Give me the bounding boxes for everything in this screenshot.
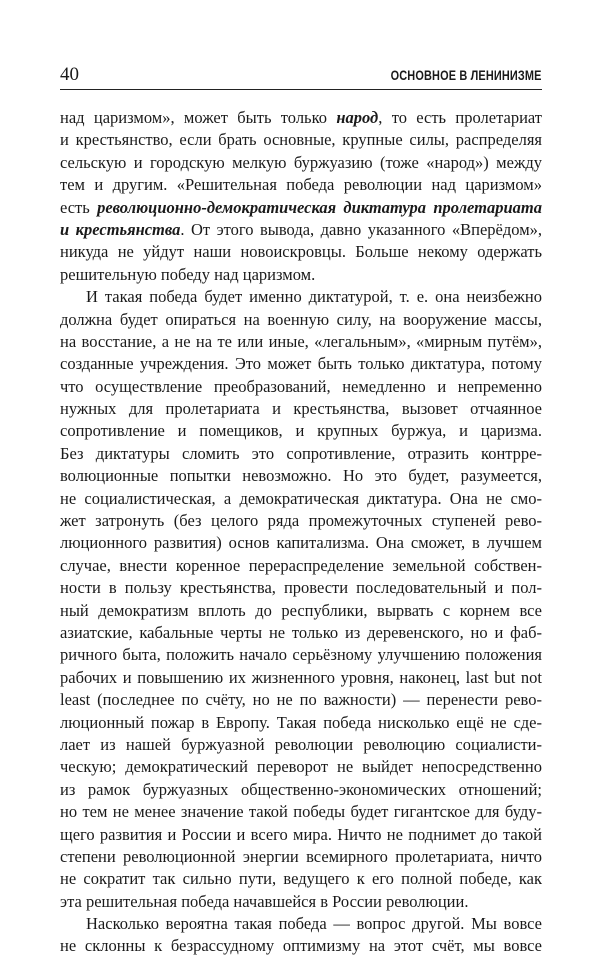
line-text: не склонны к безрассудному оптимизму на этот счёт, мы вовсе bbox=[60, 936, 542, 956]
line-text: созданные учреждения. Это может быть только диктатура, потому bbox=[60, 354, 542, 374]
text-line bbox=[60, 891, 542, 913]
line-text: но тем не менее значение такой победы будет гигантское для буду- bbox=[60, 802, 542, 822]
line-text: на восстание, а не на те или иные, «легальным», «мирным путём», bbox=[60, 331, 542, 351]
line-text-after: , то есть пролетариат bbox=[378, 108, 543, 127]
line-text: не социалистическая, а демократическая диктатура. Она не смо- bbox=[60, 488, 542, 508]
line-text: люционный пожар в Европу. Такая победа нисколько ещё не сде- bbox=[60, 712, 542, 732]
text-line bbox=[60, 577, 542, 599]
text-line bbox=[60, 935, 542, 957]
text-line bbox=[60, 868, 542, 890]
line-text: и крестьянство, если брать основные, крупные силы, распределяя bbox=[60, 130, 542, 150]
line-text: лает из нашей буржуазной революции революцию социалисти- bbox=[60, 734, 542, 754]
line-text-after: . От этого вывода, давно указанного «Вперёдом», bbox=[180, 219, 543, 239]
emphasized-text: революционно-демократическая диктатура пролетариата bbox=[97, 197, 542, 217]
text-line bbox=[60, 622, 542, 644]
text-line bbox=[60, 801, 542, 823]
line-text: что осуществление преобразований, немедленно и непременно bbox=[60, 376, 542, 396]
emphasized-text: и крестьянства bbox=[60, 219, 181, 239]
text-line bbox=[60, 309, 542, 331]
text-line bbox=[60, 667, 542, 689]
page-header bbox=[60, 64, 542, 86]
text-line bbox=[60, 264, 542, 286]
line-text: азиатские, кабальные черты не только из деревенского, но и фаб- bbox=[60, 622, 542, 642]
text-line bbox=[60, 734, 542, 756]
text-line bbox=[60, 107, 542, 129]
line-text: не сократит так сильно пути, ведущего к его полной победе, как bbox=[60, 869, 542, 889]
text-line bbox=[60, 532, 542, 554]
line-text: есть bbox=[60, 197, 98, 217]
line-text: тем и другим. «Решительная победа революции над царизмом» bbox=[60, 175, 542, 195]
text-line bbox=[60, 241, 542, 263]
line-text: ческую; демократический переворот не выйдет непосредственно bbox=[60, 757, 542, 777]
running-title: ОСНОВНОЕ В ЛЕНИНИЗМЕ bbox=[390, 67, 542, 83]
text-line bbox=[60, 465, 542, 487]
line-text: Без диктатуры сломить это сопротивление, отразить контрре- bbox=[60, 443, 542, 463]
text-line bbox=[60, 712, 542, 734]
line-text: над царизмом», может быть только bbox=[60, 108, 337, 127]
text-line bbox=[60, 129, 542, 151]
line-text: жет затронуть (без целого ряда промежуточных ступеней рево- bbox=[60, 511, 542, 531]
line-text: щего развития и России и всего мира. Ничто не поднимет до такой bbox=[60, 824, 542, 844]
line-text: эта решительная победа начавшейся в России революции. bbox=[60, 891, 469, 911]
line-text: least (последнее по счёту, но не по важности) — перенести рево- bbox=[60, 690, 542, 710]
text-line bbox=[60, 824, 542, 846]
text-line bbox=[60, 286, 542, 308]
text-line bbox=[60, 197, 542, 219]
text-line bbox=[60, 689, 542, 711]
line-text: должна будет опираться на военную силу, на вооружение массы, bbox=[60, 309, 542, 329]
text-line bbox=[60, 779, 542, 801]
line-text: ный демократизм вплоть до республики, вырвать с корнем все bbox=[60, 600, 542, 620]
line-text: сельскую и городскую мелкую буржуазию (тоже «народ») между bbox=[60, 152, 542, 172]
line-text: Насколько вероятна такая победа — вопрос другой. Мы вовсе bbox=[86, 914, 542, 934]
text-line bbox=[60, 510, 542, 532]
text-line bbox=[60, 913, 542, 935]
line-text: никуда не уйдут наши новоискровцы. Больше некому одержать bbox=[60, 242, 542, 262]
text-line bbox=[60, 376, 542, 398]
text-line bbox=[60, 398, 542, 420]
text-line bbox=[60, 443, 542, 465]
page-number: 40 bbox=[60, 64, 79, 85]
line-text: решительную победу над царизмом. bbox=[60, 264, 316, 284]
text-line bbox=[60, 644, 542, 666]
text-line bbox=[60, 152, 542, 174]
line-text: ричного быта, положить начало серьёзному улучшению положения bbox=[60, 645, 542, 665]
line-text: люционного развития) основ капитализма. Она сможет, в лучшем bbox=[60, 533, 542, 553]
line-text: степени революционной энергии всемирного пролетариата, ничто bbox=[60, 846, 542, 866]
text-line bbox=[60, 846, 542, 868]
line-text: волюционные попытки невозможно. Но это будет, разумеется, bbox=[60, 466, 542, 486]
text-line bbox=[60, 555, 542, 577]
line-text: сопротивление и помещиков, и крупных буржуа, и царизма. bbox=[60, 421, 542, 441]
text-line bbox=[60, 331, 542, 353]
line-text: нужных для пролетариата и крестьянства, вызовет отчаянное bbox=[60, 399, 542, 419]
line-text: рабочих и повышению их жизненного уровня, наконец, last but not bbox=[60, 667, 542, 687]
text-line bbox=[60, 600, 542, 622]
text-line bbox=[60, 174, 542, 196]
text-line bbox=[60, 420, 542, 442]
text-line bbox=[60, 756, 542, 778]
emphasized-text: народ bbox=[336, 108, 379, 127]
text-line bbox=[60, 219, 542, 241]
text-line bbox=[60, 353, 542, 375]
line-text: случае, внести коренное перераспределение земельной собствен- bbox=[60, 555, 542, 575]
line-text: ности в пользу крестьянства, провести последовательный и пол- bbox=[60, 578, 542, 598]
text-line bbox=[60, 488, 542, 510]
body-text bbox=[60, 107, 542, 958]
line-text: из рамок буржуазных общественно-экономических отношений; bbox=[60, 779, 542, 799]
header-rule bbox=[60, 89, 542, 90]
line-text: И такая победа будет именно диктатурой, т. е. она неизбежно bbox=[86, 287, 542, 307]
